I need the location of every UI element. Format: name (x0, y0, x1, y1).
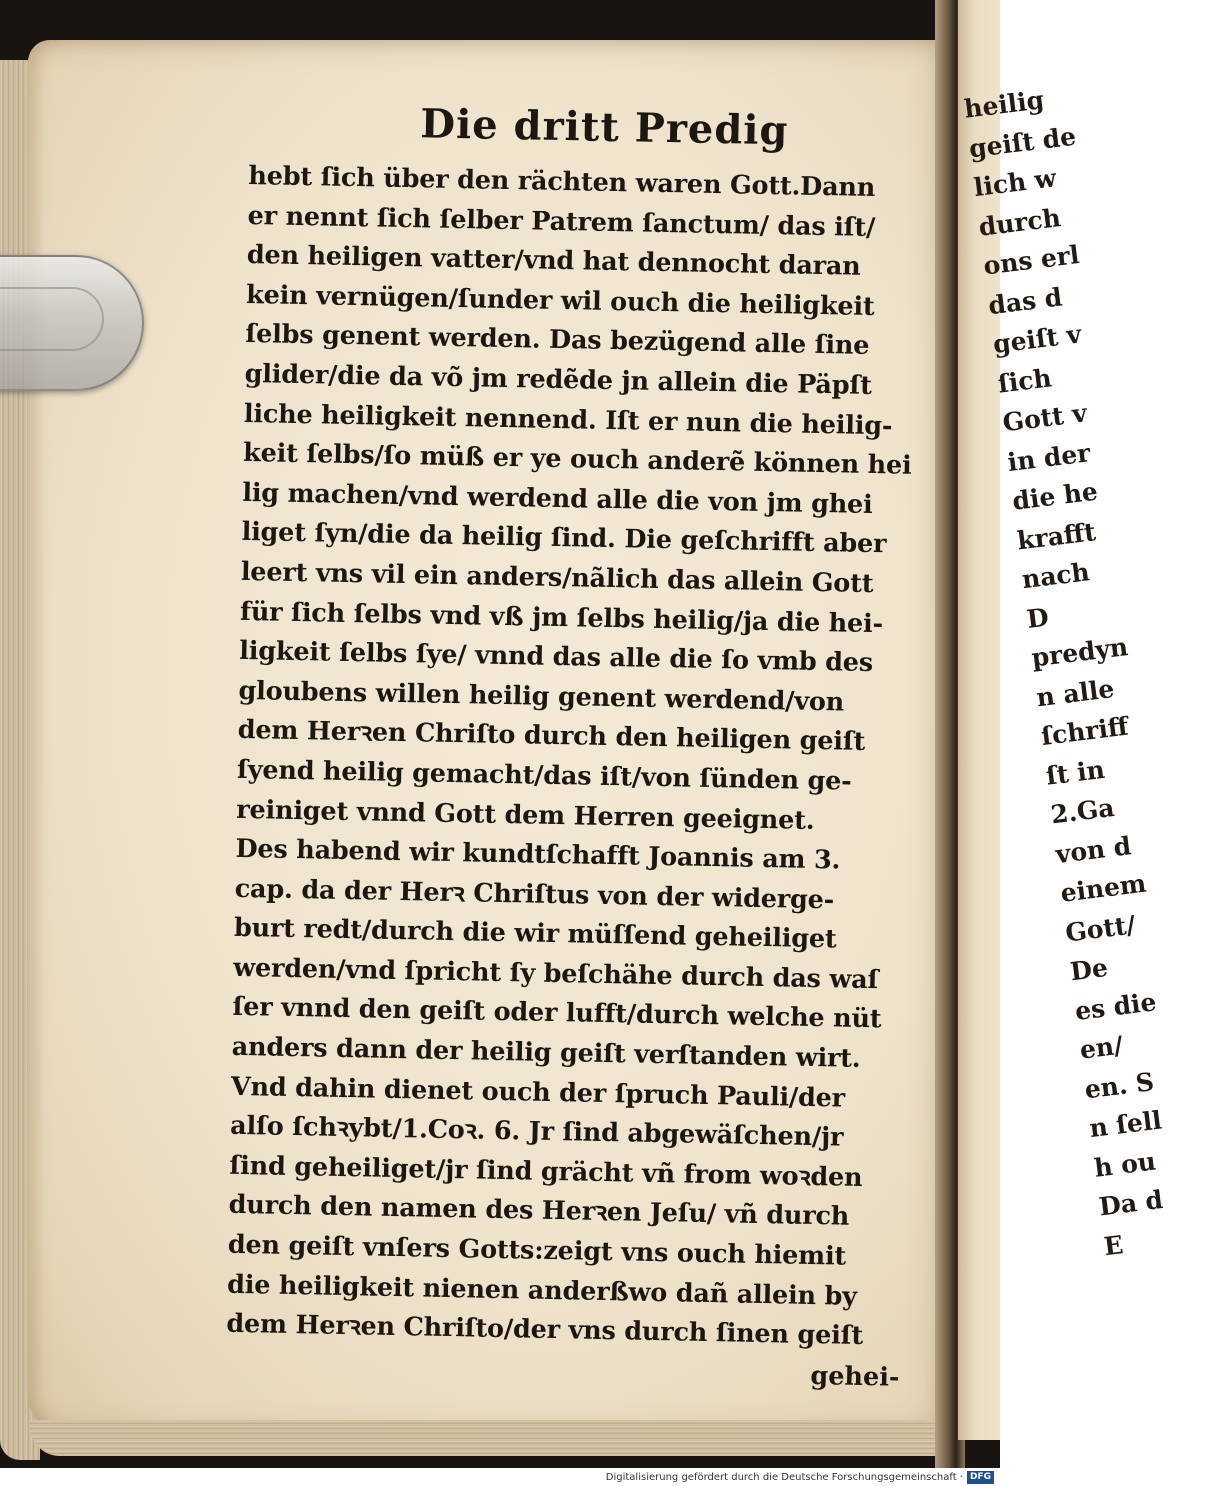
funding-notice: Digitalisierung gefördert durch die Deutsche Forschungsgemeinschaft · (605, 1471, 963, 1483)
body-text (226, 157, 929, 1358)
text-line: werden/vnd ſpricht ſy beſchähe durch das waſ (232, 952, 879, 996)
text-line: lig machen/vnd werdend alle die von jm ghei (242, 477, 873, 520)
facing-page-fragment: n ſell (1087, 1105, 1164, 1144)
facing-page-fragment: E (1102, 1229, 1125, 1261)
text-line: leert vns vil ein anders/nãlich das allein Gott (240, 556, 874, 599)
text-line: gloubens willen heilig genent werdend/von (238, 675, 845, 718)
dfg-logo: DFG (967, 1471, 994, 1484)
facing-page-fragment: De (1068, 952, 1110, 987)
facing-page-fragment: ons erl (981, 240, 1081, 281)
text-line: ſind geheiliget/jr ſind grächt vñ from woꝛden (229, 1150, 863, 1193)
facing-page-fragment: h ou (1092, 1145, 1158, 1183)
text-line: cap. da der Herꝛ Chriſtus von der widerge- (234, 873, 835, 916)
catchword: gehei- (810, 1360, 900, 1393)
bookmark-clip (0, 255, 144, 391)
facing-page-fragment: krafft (1015, 516, 1098, 556)
facing-page-fragment: 2.Ga (1049, 792, 1116, 830)
facing-page-text (962, 83, 1166, 1266)
text-line: er nennt ſich ſelber Patrem ſanctum/ das iſt/ (247, 200, 876, 243)
text-line: ſelbs genent werden. Das bezügend alle ſine (245, 319, 870, 362)
facing-page-fragment: durch (977, 202, 1063, 242)
facing-page-fragment: die he (1010, 476, 1100, 516)
facing-page-fragment: einem (1058, 868, 1148, 908)
text-line: liget ſyn/die da heilig ſind. Die geſchrifft aber (241, 517, 887, 560)
facing-page-fragment: von d (1054, 830, 1133, 869)
facing-page-fragment: geiſt de (967, 121, 1078, 163)
text-line: dem Herꝛen Chriſto durch den heiligen geiſt (237, 715, 866, 758)
text-line: dem Herꝛen Chriſto/der vns durch ſinen geiſt (226, 1308, 864, 1352)
text-line: durch den namen des Herꝛen Jeſu/ vñ durch (228, 1190, 850, 1233)
text-line: Des habend wir kundtſchafft Joannis am 3. (235, 833, 841, 876)
text-line: Vnd dahin dienet ouch der ſpruch Pauli/der (230, 1071, 846, 1114)
facing-page-fragment: predyn (1030, 632, 1130, 673)
facing-page (958, 0, 1165, 1440)
text-line: ſyend heilig gemacht/das iſt/von ſünden ge- (236, 754, 852, 797)
footer-bar (0, 1468, 1000, 1486)
text-line: anders dann der heilig geiſt verſtanden wirt. (231, 1031, 861, 1074)
text-line: burt redt/durch die wir müſſend geheiliget (233, 913, 837, 955)
text-line: für ſich ſelbs vnd vß jm ſelbs heilig/ja die hei- (239, 596, 884, 639)
facing-page-fragment: ſt in (1044, 754, 1107, 791)
page-text-block (225, 95, 930, 1398)
facing-page-fragment: Gott/ (1063, 909, 1137, 948)
page-edges-bottom (30, 1420, 960, 1456)
text-line: liche heiligkeit nennend. Iſt er nun die heilig- (243, 398, 893, 441)
text-line: die heiligkeit nienen anderßwo dañ allein by (226, 1269, 858, 1312)
running-head: Die dritt Predig (419, 100, 789, 155)
text-line: glider/die da võ jm redẽde jn allein die Päpſt (244, 358, 872, 401)
facing-page-fragment: Da d (1097, 1184, 1165, 1222)
facing-page-fragment: ſich (996, 362, 1054, 399)
text-line: ſer vnnd den geiſt oder lufft/durch welche nüt (232, 992, 882, 1035)
facing-page-fragment: lich w (972, 163, 1058, 203)
facing-page-fragment: geiſt v (991, 319, 1083, 359)
bookmark-clip-inner (0, 287, 104, 351)
facing-page-fragment: heilig (962, 85, 1046, 124)
facing-page-fragment: ſchriff (1039, 711, 1130, 752)
text-line: reiniget vnnd Gott dem Herren geeignet. (235, 794, 815, 836)
facing-page-fragment: in der (1005, 437, 1092, 477)
facing-page-fragment: n alle (1034, 673, 1116, 712)
facing-page-fragment: das d (986, 281, 1064, 320)
text-line: ligkeit ſelbs ſye/ vnnd das alle die ſo vmb des (239, 636, 874, 679)
text-line: hebt ſich über den rächten waren Gott.Dann (248, 160, 876, 204)
facing-page-fragment: en. S (1082, 1066, 1156, 1104)
text-line: den heiligen vatter/vnd hat dennocht daran (246, 240, 861, 282)
text-line: keit ſelbs/ſo müß er ye ouch anderẽ können hei (242, 438, 912, 481)
facing-page-fragment: es die (1073, 986, 1158, 1026)
text-line: den geiſt vnſers Gotts:zeigt vns ouch hiemit (227, 1229, 847, 1272)
text-line: alſo ſchꝛybt/1.Coꝛ. 6. Jr ſind abgewäſchen/jr (229, 1111, 844, 1153)
facing-page-fragment: en/ (1078, 1030, 1125, 1065)
facing-page-fragment: Gott v (1001, 398, 1089, 438)
facing-page-fragment: nach (1020, 557, 1092, 595)
facing-page-fragment: D (1025, 601, 1051, 634)
text-line: kein vernügen/ſunder wil ouch die heiligkeit (245, 279, 875, 322)
